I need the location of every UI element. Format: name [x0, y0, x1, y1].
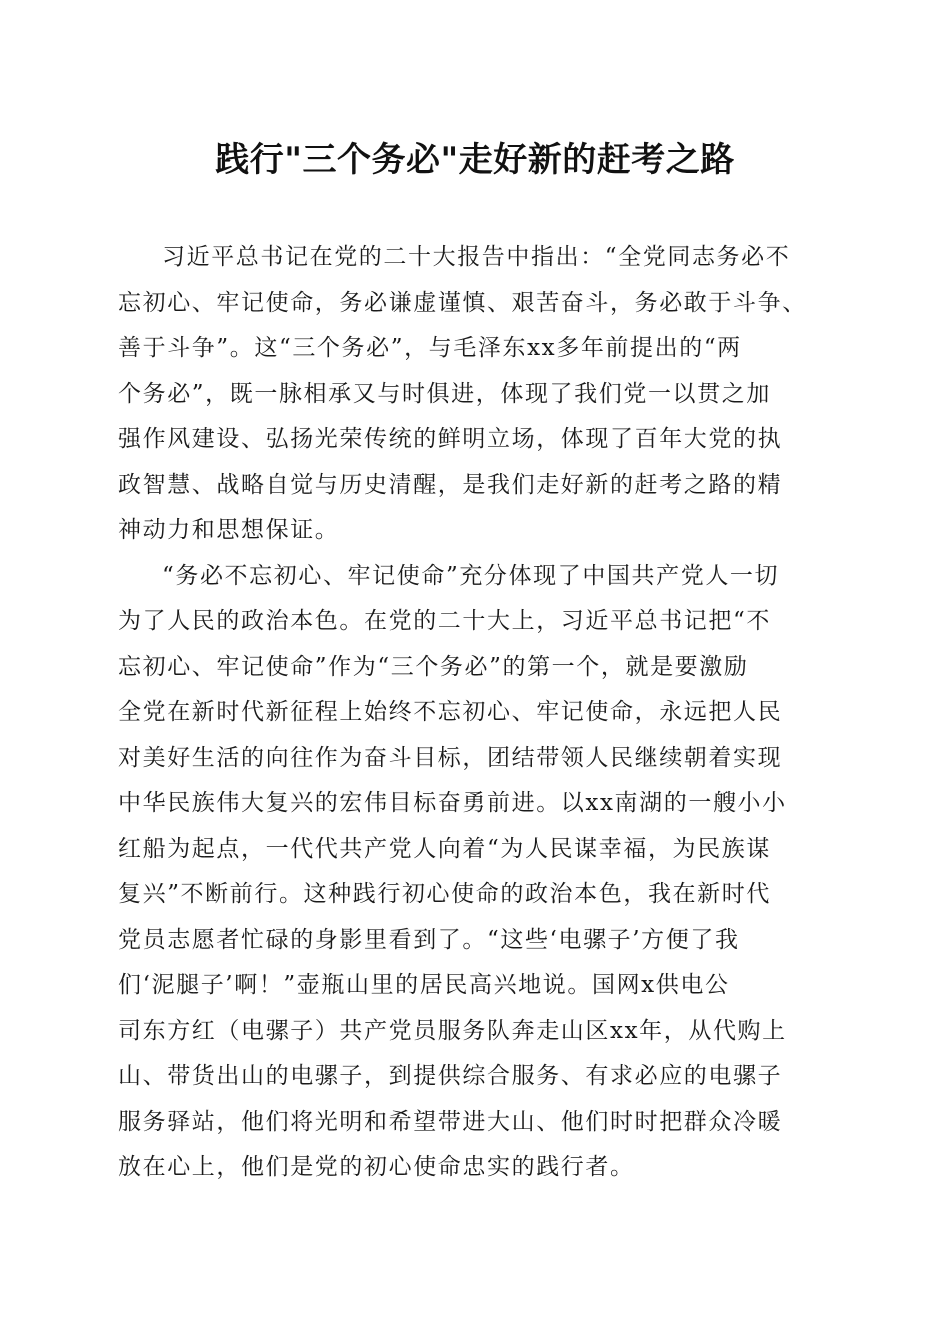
text-line: 为了人民的政治本色。在党的二十大上，习近平总书记把“不	[118, 608, 771, 634]
text-line: 中华民族伟大复兴的宏伟目标奋勇前进。以xx南湖的一艘小小	[118, 790, 787, 816]
text-line: 忘初心、牢记使命，务必谦虚谨慎、艰苦奋斗，务必敢于斗争、	[118, 289, 807, 316]
text-line: 党员志愿者忙碌的身影里看到了。“这些‘电骡子’方便了我	[118, 926, 740, 953]
paragraph-1	[118, 235, 838, 554]
text-line: 个务必”，既一脉相承又与时俱进，体现了我们党一以贯之加	[118, 380, 771, 407]
text-line: 司东方红（电骡子）共产党员服务队奔走山区xx年，从代购上	[118, 1017, 787, 1044]
text-line: “务必不忘初心、牢记使命”充分体现了中国共产党人一切	[162, 562, 780, 589]
text-line: 们‘泥腿子’啊！”壶瓶山里的居民高兴地说。国网x供电公	[118, 972, 730, 998]
text-line: 习近平总书记在党的二十大报告中指出：“全党同志务必不	[162, 244, 791, 270]
text-line: 红船为起点，一代代共产党人向着“为人民谋幸福，为民族谋	[118, 835, 771, 862]
text-line: 政智慧、战略自觉与历史清醒，是我们走好新的赶考之路的精	[118, 471, 783, 498]
text-line: 神动力和思想保证。	[118, 517, 340, 543]
text-line: 复兴”不断前行。这种践行初心使命的政治本色，我在新时代	[118, 881, 771, 907]
text-line: 对美好生活的向往作为奋斗目标，团结带领人民继续朝着实现	[118, 744, 783, 771]
text-line: 强作风建设、弘扬光荣传统的鲜明立场，体现了百年大党的执	[118, 426, 783, 452]
text-line: 山、带货出山的电骡子，到提供综合服务、有求必应的电骡子	[118, 1063, 783, 1089]
text-line: 忘初心、牢记使命”作为“三个务必”的第一个，就是要激励	[118, 653, 749, 680]
text-line: 放在心上，他们是党的初心使命忠实的践行者。	[118, 1154, 635, 1180]
text-line: 服务驿站，他们将光明和希望带进大山、他们时时把群众冷暖	[118, 1108, 783, 1135]
document-body	[118, 235, 838, 1191]
text-line: 全党在新时代新征程上始终不忘初心、牢记使命，永远把人民	[118, 699, 783, 725]
paragraph-2	[118, 554, 838, 1191]
document-title: 践行"三个务必"走好新的赶考之路	[215, 140, 735, 180]
text-line: 善于斗争”。这“三个务必”，与毛泽东xx多年前提出的“两	[118, 335, 742, 361]
